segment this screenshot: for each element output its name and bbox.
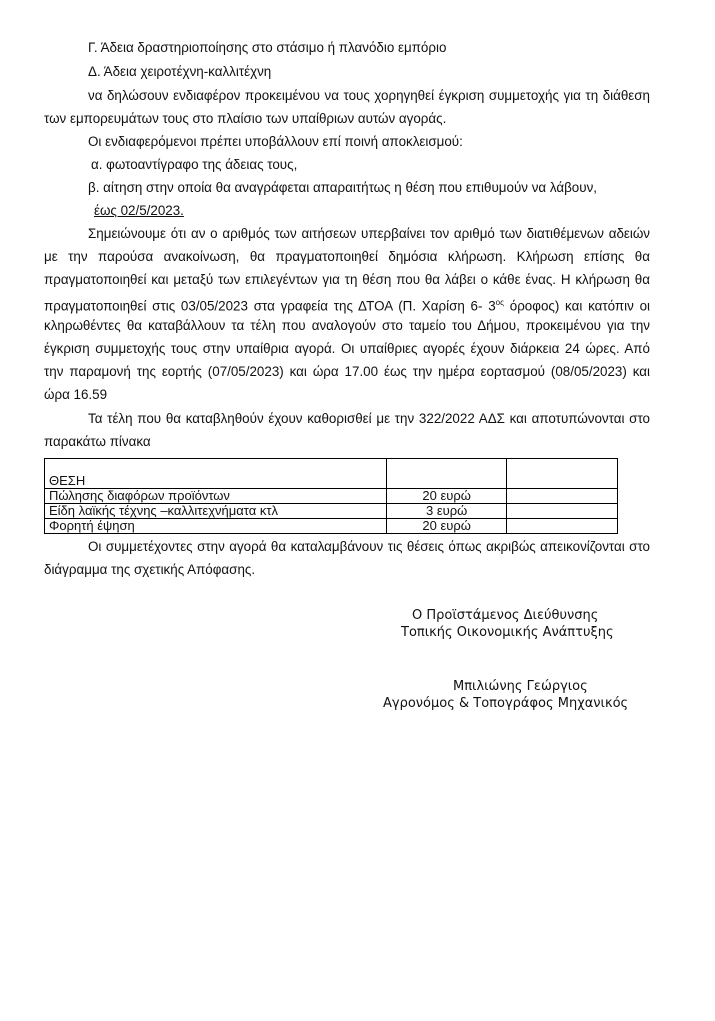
position-cell: Φορητή έψηση xyxy=(45,519,387,534)
requirement-a: α. φωτοαντίγραφο της άδειας τους, xyxy=(91,157,298,172)
fee-cell: 20 ευρώ xyxy=(386,489,507,504)
fee-cell: 3 ευρώ xyxy=(386,504,507,519)
paragraph-line: να δηλώσουν ενδιαφέρον προκειμένου να τους χορηγηθεί έγκριση συμμετοχής για τη διάθεση xyxy=(88,88,650,103)
paragraph-line: με την παρούσα ανακοίνωση, θα πραγματοποιηθεί δημόσια κλήρωση. Κλήρωση επίσης θα xyxy=(44,249,650,264)
table-row xyxy=(45,519,618,534)
text-segment: όροφος) και κατόπιν οι xyxy=(503,298,650,314)
signatory-role: Αγρονόμος & Τοπογράφος Μηχανικός xyxy=(383,696,629,711)
signatory-name: Μπιλιώνης Γεώργιος xyxy=(453,679,588,694)
table-row xyxy=(45,489,618,504)
item-d: Δ. Άδεια χειροτέχνη-καλλιτέχνη xyxy=(88,64,272,79)
paragraph-line: την παραμονή της εορτής (07/05/2023) και ώρα 17.00 έως την ημέρα εορτασμού (08/05/2023) και xyxy=(44,364,650,379)
paragraph-line: Οι συμμετέχοντες στην αγορά θα καταλαμβάνουν τις θέσεις όπως ακριβώς απεικονίζονται στο xyxy=(88,539,650,554)
position-cell: Είδη λαϊκής τέχνης –καλλιτεχνήματα κτλ xyxy=(45,504,387,519)
paragraph-line: ώρα 16.59 xyxy=(44,387,108,402)
fees-table xyxy=(44,458,618,534)
header-cell: ΘΕΣΗ xyxy=(45,459,387,489)
paragraph-line: κληρωθέντες θα καταβάλλουν τα τέλη που αναλογούν στο ταμείο του Δήμου, προκειμένου για την xyxy=(44,318,650,333)
signature-title-line1: Ο Προϊστάμενος Διεύθυνσης xyxy=(412,608,599,623)
table-row xyxy=(45,504,618,519)
paragraph-line: πραγματοποιηθεί και μεταξύ των επιλεγέντων για τη θέση που θα λάβει ο κάθε ένας. Η κλήρωση θα xyxy=(44,272,650,287)
paragraph-line: παρακάτω πίνακα xyxy=(44,434,151,449)
text-segment: πραγματοποιηθεί στις 03/05/2023 στα γραφεία της ΔΤΟΑ (Π. Χαρίση 6- 3 xyxy=(44,298,496,314)
signature-title-line2: Τοπικής Οικονομικής Ανάπτυξης xyxy=(401,625,614,640)
header-cell xyxy=(507,459,618,489)
paragraph-line: Τα τέλη που θα καταβληθούν έχουν καθορισθεί με την 322/2022 ΑΔΣ και αποτυπώνονται στο xyxy=(88,411,650,426)
table-header-row xyxy=(45,459,618,489)
superscript: ος xyxy=(495,298,504,307)
requirement-b: β. αίτηση στην οποία θα αναγράφεται απαραιτήτως η θέση που επιθυμούν να λάβουν, xyxy=(88,180,597,195)
paragraph-line: Σημειώνουμε ότι αν ο αριθμός των αιτήσεων υπερβαίνει τον αριθμό των διατιθέμενων αδειών xyxy=(88,226,650,241)
paragraph-line: των εμπορευμάτων τους στο πλαίσιο των υπαίθριων αυτών αγοράς. xyxy=(44,111,447,126)
empty-cell xyxy=(507,489,618,504)
paragraph-line: διάγραμμα της σχετικής Απόφασης. xyxy=(44,562,256,577)
empty-cell xyxy=(507,519,618,534)
empty-cell xyxy=(507,504,618,519)
paragraph-line: έγκριση συμμετοχής τους στην υπαίθρια αγορά. Οι υπαίθριες αγορές έχουν διάρκεια 24 ώρες. Από xyxy=(44,341,650,356)
requirements-intro: Οι ενδιαφερόμενοι πρέπει υποβάλλουν επί ποινή αποκλεισμού: xyxy=(88,134,463,149)
header-cell xyxy=(386,459,507,489)
deadline: έως 02/5/2023. xyxy=(94,203,184,218)
fee-cell: 20 ευρώ xyxy=(386,519,507,534)
position-cell: Πώλησης διαφόρων προϊόντων xyxy=(45,489,387,504)
paragraph-line xyxy=(44,295,650,314)
item-g: Γ. Άδεια δραστηριοποίησης στο στάσιμο ή πλανόδιο εμπόριο xyxy=(88,40,447,55)
